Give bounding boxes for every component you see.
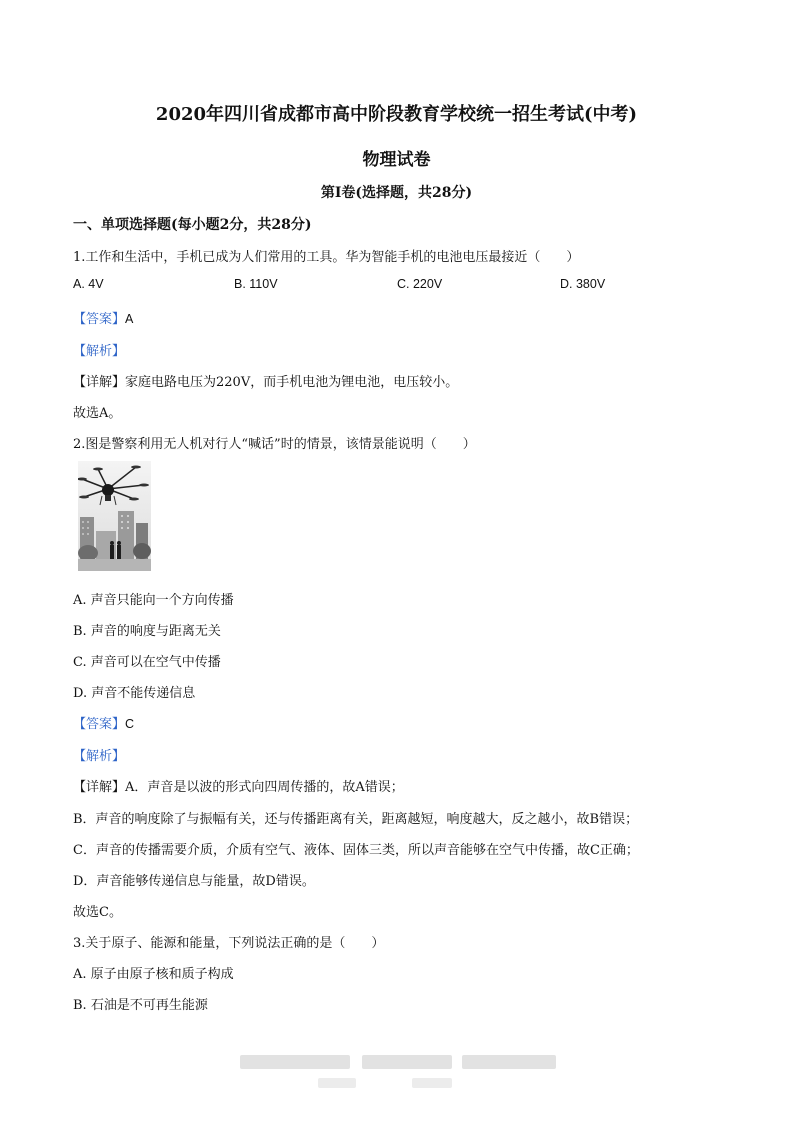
q2-option-d: D. 声音不能传递信息 [73, 686, 196, 701]
q1-conclusion: 故选A。 [73, 406, 122, 421]
q2-detail-line-a [73, 776, 404, 795]
detail-tag: 【详解】 [73, 375, 126, 390]
q2-answer: C [125, 717, 135, 731]
answer-tag: 【答案】 [73, 717, 126, 732]
q2-option-b: B. 声音的响度与距离无关 [73, 624, 221, 639]
question-3-stem: 3.关于原子、能源和能量，下列说法正确的是（ ） [73, 936, 385, 951]
q2-detail-a: A．声音是以波的形式向四周传播的，故A错误； [125, 780, 404, 795]
q2-option-a: A. 声音只能向一个方向传播 [73, 593, 234, 608]
subject-title: 物理试卷 [362, 150, 431, 170]
q2-answer-line [73, 713, 134, 732]
answer-tag: 【答案】 [73, 312, 126, 327]
question-1-stem: 1.工作和生活中，手机已成为人们常用的工具。华为智能手机的电池电压最接近（ ） [73, 250, 580, 265]
q2-detail-b: B．声音的响度除了与振幅有关，还与传播距离有关，距离越短，响度越大，反之越小，故B错误； [73, 812, 639, 827]
section-heading: 一、单项选择题(每小题2分，共28分) [73, 217, 312, 233]
q2-analysis-tag: 【解析】 [73, 749, 126, 764]
question-2-stem: 2.图是警察利用无人机对行人“喊话”时的情景，该情景能说明（ ） [73, 437, 476, 452]
q1-answer: A [125, 312, 134, 326]
q2-detail-c: C．声音的传播需要介质，介质有空气、液体、固体三类，所以声音能够在空气中传播，故C正确； [73, 843, 639, 858]
detail-tag: 【详解】 [73, 780, 126, 795]
q2-conclusion: 故选C。 [73, 905, 122, 920]
part-title: 第I卷(选择题，共28分) [320, 185, 473, 201]
q1-option-b: B. 110V [234, 277, 278, 291]
q2-option-c: C. 声音可以在空气中传播 [73, 655, 221, 670]
q3-option-b: B. 石油是不可再生能源 [73, 998, 208, 1013]
drone-police-photo [78, 461, 151, 571]
q1-option-a: A. 4V [73, 277, 104, 291]
q2-detail-d: D．声音能够传递信息与能量，故D错误。 [73, 874, 315, 889]
q1-option-d: D. 380V [560, 277, 606, 291]
q1-detail: 家庭电路电压为220V，而手机电池为锂电池，电压较小。 [125, 375, 459, 390]
q1-detail-line [73, 371, 458, 390]
q3-option-a: A. 原子由原子核和质子构成 [73, 967, 234, 982]
q1-answer-line [73, 308, 133, 327]
q1-option-c: C. 220V [397, 277, 443, 291]
exam-title: 2020年四川省成都市高中阶段教育学校统一招生考试(中考) [155, 104, 638, 125]
q1-analysis-tag: 【解析】 [73, 344, 126, 359]
